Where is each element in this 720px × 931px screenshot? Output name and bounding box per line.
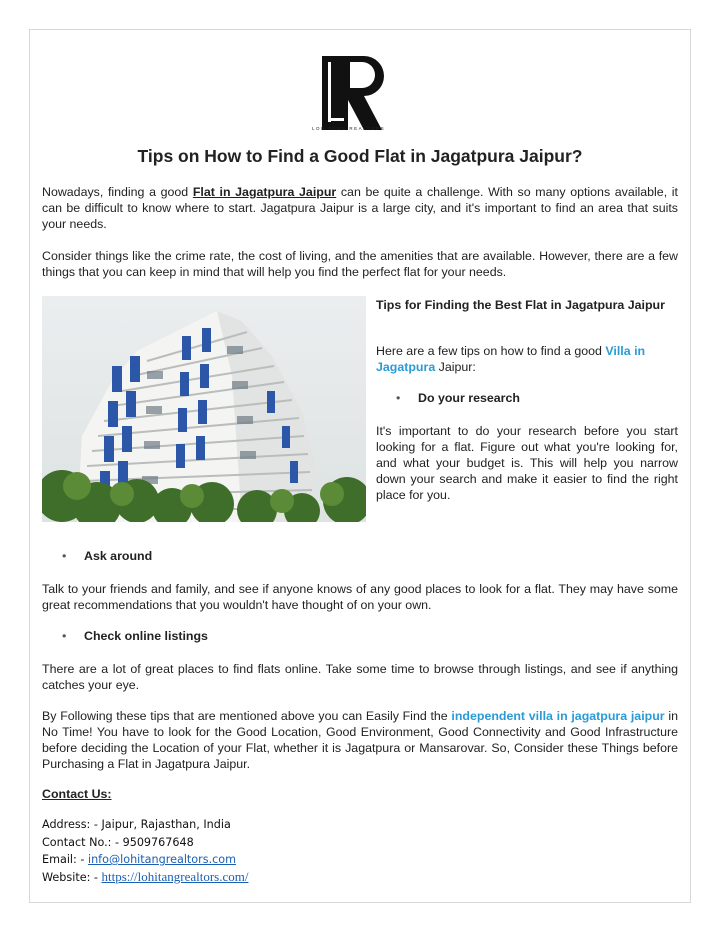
- independent-villa-link[interactable]: independent villa in jagatpura jaipur: [451, 709, 665, 723]
- side-heading: Tips for Finding the Best Flat in Jagatpura Jaipur: [376, 298, 665, 312]
- contact-heading: Contact Us:: [42, 787, 112, 801]
- intro-paragraph: [42, 184, 678, 232]
- ask-paragraph: Talk to your friends and family, and see if anyone knows of any good places to look for a flat. They may have some great recommendations that you wouldn't have thought of on your own.: [42, 582, 678, 612]
- flat-jagatpura-link[interactable]: Flat in Jagatpura Jaipur: [192, 185, 337, 199]
- phone-value: 9509767648: [122, 836, 194, 849]
- page-title: Tips on How to Find a Good Flat in Jagatpura Jaipur?: [137, 146, 583, 166]
- lohitang-realtors-logo: [320, 52, 386, 134]
- website-label: Website: -: [42, 871, 102, 884]
- research-paragraph: It's important to do your research before you start looking for a flat. Figure out what you're looking for, and what your budget is. This will help you narrow down your search and make it easier to find the right place for you.: [376, 424, 678, 502]
- bullet-research-label: Do your research: [418, 391, 520, 405]
- bullet-dot: •: [62, 549, 67, 563]
- bullet-research: [396, 391, 520, 405]
- contact-phone: [42, 836, 194, 849]
- address-label: Address: -: [42, 818, 102, 831]
- bullet-dot: •: [396, 391, 401, 405]
- email-label: Email: -: [42, 853, 88, 866]
- tips-text-before: Here are a few tips on how to find a good: [376, 344, 606, 358]
- tips-intro: [376, 343, 678, 375]
- bullet-online-listings: [62, 629, 208, 643]
- villa-jagatpura-link[interactable]: Villa in Jagatpura: [376, 344, 646, 374]
- website-link[interactable]: https://lohitangrealtors.com/: [101, 869, 249, 884]
- address-value: Jaipur, Rajasthan, India: [101, 818, 231, 831]
- email-link[interactable]: info@lohitangrealtors.com: [87, 853, 237, 866]
- apartment-building-photo: [42, 296, 366, 522]
- online-paragraph: There are a lot of great places to find flats online. Take some time to browse through listings, and see if anything catches your eye.: [42, 662, 678, 692]
- contact-address: [42, 818, 231, 831]
- closing-paragraph: [42, 708, 678, 772]
- intro-text-before: Nowadays, finding a good: [42, 185, 193, 199]
- bullet-online-label: Check online listings: [84, 629, 208, 643]
- phone-label: Contact No.: -: [42, 836, 123, 849]
- logo-wordmark: LOH TANG REALTORS: [312, 126, 386, 131]
- closing-text-before: By Following these tips that are mentioned above you can Easily Find the: [42, 709, 452, 723]
- contact-website: [42, 869, 248, 885]
- bullet-ask-around: [62, 549, 152, 563]
- bullet-ask-label: Ask around: [84, 549, 153, 563]
- intro-text-after: can be quite a challenge. With so many options available, it can be difficult to know where to start. Jagatpura Jaipur is a large city, and it's important to find an area that suits your needs.: [42, 185, 678, 231]
- tips-text-after: Jaipur:: [435, 360, 476, 374]
- bullet-dot: •: [62, 629, 67, 643]
- consider-paragraph: Consider things like the crime rate, the cost of living, and the amenities that are available. However, there are a few things that you can keep in mind that will help you find the perfect flat for your needs.: [42, 249, 678, 279]
- closing-text-after: in No Time! You have to look for the Good Location, Good Environment, Good Connectivity and Good Infrastructure before deciding the Location of your Flat, whether it is Jagatpura or Mansarovar. So, Consider these Things before Purchasing a Flat in Jagatpura Jaipur.: [42, 709, 678, 771]
- contact-email: [42, 853, 236, 866]
